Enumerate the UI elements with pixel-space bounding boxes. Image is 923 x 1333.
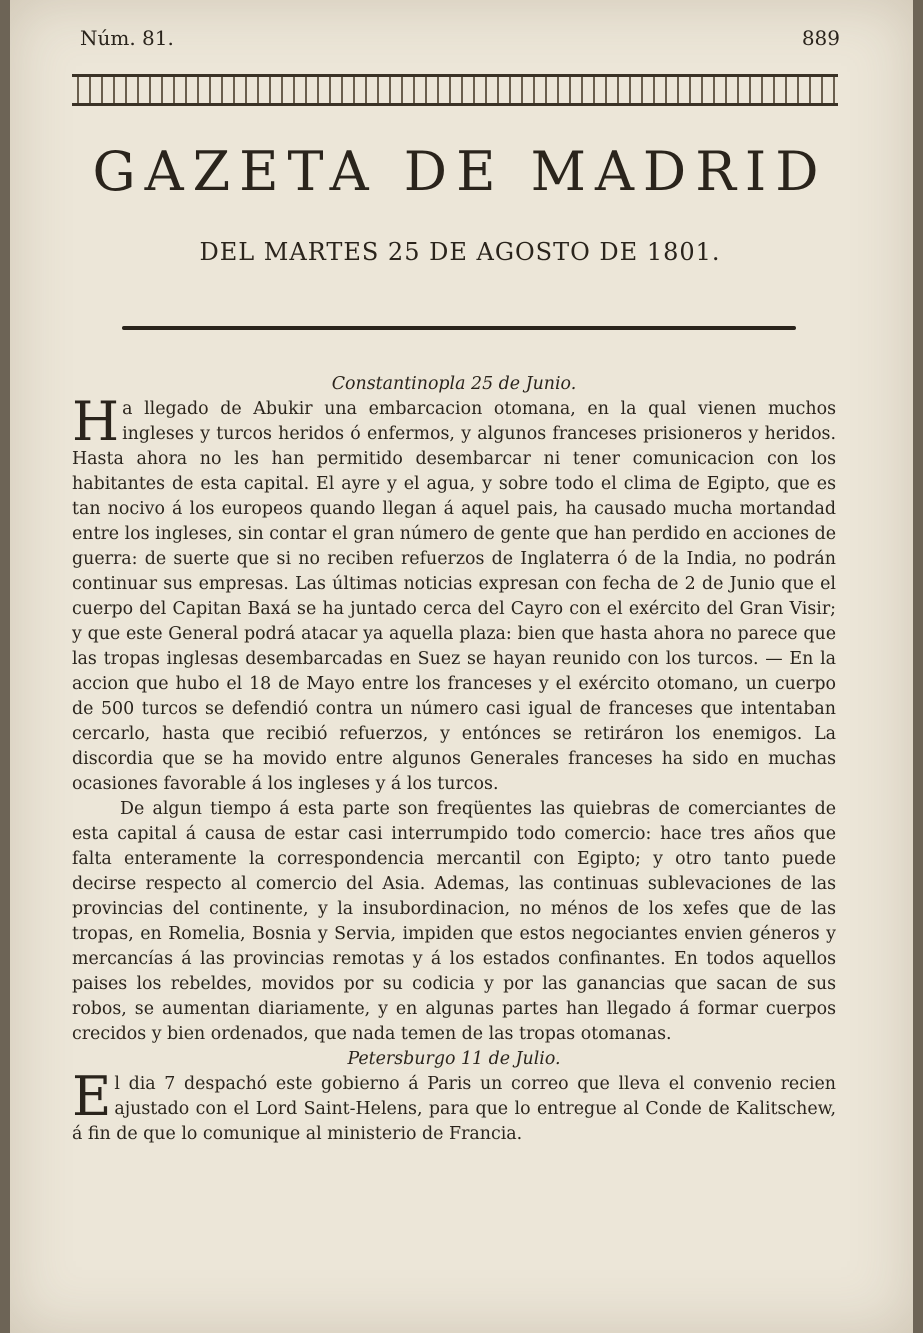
issue-date: DEL MARTES 25 DE AGOSTO DE 1801. (199, 238, 721, 266)
ornamental-border (72, 74, 838, 106)
page-number: 889 (801, 26, 840, 50)
article-paragraph (72, 1065, 836, 1147)
paragraph-text: De algun tiempo á esta parte son freqüentes las quiebras de comerciantes de esta capital á causa de estar casi interrumpido todo comercio: hace tres años que falta enteramente la correspondencia mercantil con Egipto; y otro tanto puede decirse respecto al comercio del Asia. Ademas, las continuas sublevaciones de las provincias del continente, y la insubordinacion, no ménos de los xefes que de las tropas, en Romelia, Bosnia y Servia, impiden que estos negociantes envien géneros y mercancías á las provincias remotas y á los estados confinantes. En todos aquellos paises los rebeldes, movidos por su codicia y por las ganancias que sacan de sus robos, se aumentan diariamente, y en algunas partes han llegado á formar cuerpos crecidos y bien ordenados, que nada temen de las tropas otomanas. (72, 799, 836, 1044)
article-paragraph (72, 797, 836, 1047)
page-header (80, 26, 840, 54)
paragraph-text: a llegado de Abukir una embarcacion otomana, en la qual vienen muchos ingleses y turcos heridos ó enfermos, y algunos franceses prisioneros y heridos. Hasta ahora no les han permitido desembarcar ni tener comunicacion con los habitantes de esta capital. El ayre y el agua, y sobre todo el clima de Egipto, que es tan nocivo á los europeos quando llegan á aquel pais, ha causado mucha mortandad entre los ingleses, sin contar el gran número de gente que han perdido en acciones de guerra: de suerte que si no reciben refuerzos de Inglaterra ó de la India, no podrán continuar sus empresas. Las últimas noticias expresan con fecha de 2 de Junio que el cuerpo del Capitan Baxá se ha juntado cerca del Cayro con el exército del Gran Visir; y que este General podrá atacar ya aquella plaza: bien que hasta ahora no parece que las tropas inglesas desembarcadas en Suez se hayan reunido con los turcos. — En la accion que hubo el 18 de Mayo entre los franceses y el exército otomano, un cuerpo de 500 turcos se defendió contra un número casi igual de franceses que intentaban cercarlo, hasta que recibió refuerzos, y entónces se retiráron los enemigos. La discordia que se ha movido entre algunos Generales franceses ha sido en muchas ocasiones favorable á los ingleses y á los turcos. (72, 399, 836, 794)
paragraph-text: l dia 7 despachó este gobierno á Paris un correo que lleva el convenio recien ajustado con el Lord Saint-Helens, para que lo entregue al Conde de Kalitschew, á fin de que lo comunique al ministerio de Francia. (72, 1074, 836, 1144)
article-dateline: Constantinopla 25 de Junio. (331, 374, 577, 394)
newspaper-title: GAZETA DE MADRID (92, 140, 828, 203)
article-body (72, 372, 836, 1147)
drop-cap: H (72, 390, 120, 453)
issue-number: Núm. 81. (80, 26, 174, 50)
newspaper-page (10, 0, 913, 1333)
article-paragraph (72, 390, 836, 797)
article-dateline: Petersburgo 11 de Julio. (347, 1049, 561, 1069)
divider-rule (122, 326, 796, 330)
drop-cap: E (72, 1065, 112, 1128)
